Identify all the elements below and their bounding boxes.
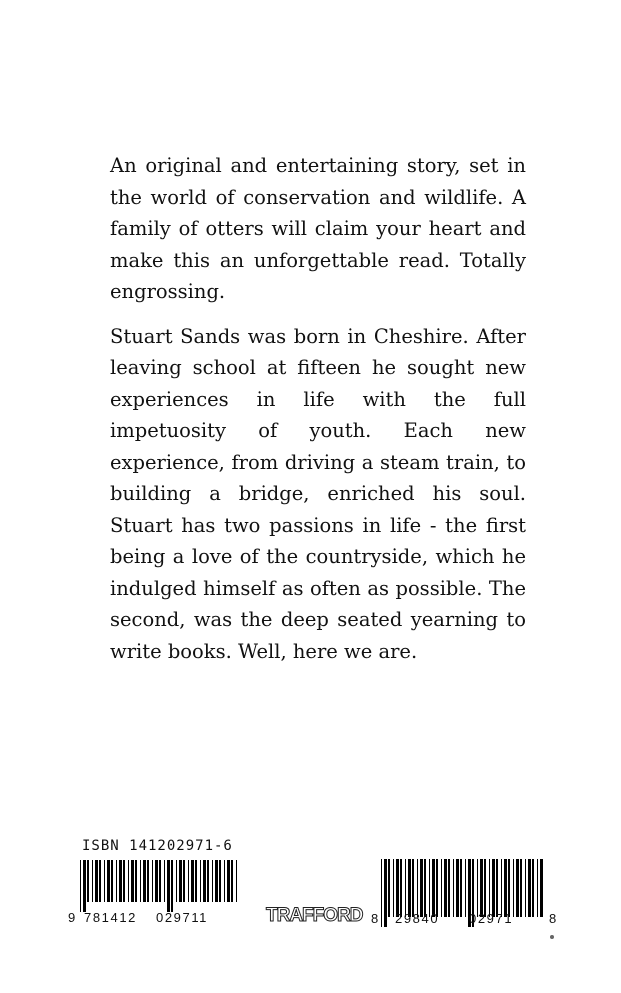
barcode-bar	[400, 859, 402, 917]
barcode-bar	[99, 860, 101, 902]
barcode-bar	[496, 859, 498, 917]
barcode-bar	[123, 860, 125, 902]
barcode-bar	[116, 860, 117, 902]
barcode-bar	[179, 860, 182, 902]
barcode-bar	[537, 859, 538, 917]
barcode-bar	[159, 860, 161, 902]
isbn-right-digits: 029711	[156, 910, 209, 925]
barcode-bar	[195, 860, 197, 902]
barcode-bar	[135, 860, 137, 902]
barcode-bar	[164, 860, 165, 902]
barcode-bar	[489, 859, 490, 917]
barcode-bar	[532, 859, 534, 917]
barcode-bar	[131, 860, 134, 902]
barcode-bar	[215, 860, 218, 902]
barcode-bar	[501, 859, 502, 917]
barcode-bar	[424, 859, 426, 917]
barcode-bar	[520, 859, 522, 917]
barcode-bar	[167, 860, 170, 912]
barcode-bar	[212, 860, 213, 902]
barcode-bar	[140, 860, 141, 902]
barcode-bar	[396, 859, 399, 917]
back-cover-blurb	[110, 150, 526, 680]
barcode-bar	[128, 860, 129, 902]
barcode-bar	[176, 860, 177, 902]
barcode-bar	[119, 860, 122, 902]
barcode-bar	[405, 859, 406, 917]
barcode-bar	[152, 860, 153, 902]
isbn-left-digits: 781412	[84, 910, 137, 925]
barcode-bar	[460, 859, 462, 917]
barcode-bar	[83, 860, 86, 912]
barcode-bar	[429, 859, 430, 917]
barcode-bar	[92, 860, 93, 902]
barcode-bar	[388, 859, 390, 917]
barcode-bar	[504, 859, 507, 917]
price-end-digit: 8	[549, 911, 557, 926]
barcode-bar	[453, 859, 454, 917]
barcode-bar	[432, 859, 435, 917]
barcode-bar	[508, 859, 510, 917]
barcode-bar	[513, 859, 514, 917]
barcode-bar	[408, 859, 411, 917]
barcode-bar	[448, 859, 450, 917]
price-right-digits: 02971	[469, 911, 514, 926]
barcode-bar	[480, 859, 483, 917]
publisher-logo: TRAFFORD	[266, 905, 363, 926]
barcode-bar	[224, 860, 225, 902]
barcode-bar	[188, 860, 189, 902]
isbn-barcode	[80, 860, 240, 912]
barcode-bar	[236, 860, 237, 902]
barcode-bar	[111, 860, 113, 902]
barcode-bar	[104, 860, 105, 902]
isbn-barcode-block	[68, 838, 240, 938]
barcode-bar	[147, 860, 149, 902]
barcode-bar	[540, 859, 543, 917]
barcode-bar	[456, 859, 459, 917]
barcode-bar	[203, 860, 206, 902]
barcode-bar	[484, 859, 486, 917]
barcode-bar	[191, 860, 194, 902]
barcode-bar	[465, 859, 466, 917]
barcode-bar	[516, 859, 519, 917]
barcode-bar	[231, 860, 233, 902]
barcode-bar	[155, 860, 158, 902]
barcode-bar	[381, 859, 382, 927]
barcode-bar	[412, 859, 414, 917]
barcode-bar	[393, 859, 394, 917]
barcode-bar	[200, 860, 201, 902]
barcode-bar	[417, 859, 418, 917]
barcode-bar	[171, 860, 173, 912]
barcode-bar	[441, 859, 442, 917]
barcode-bar	[436, 859, 438, 917]
barcode-bar	[183, 860, 185, 902]
author-bio-paragraph: Stuart Sands was born in Cheshire. After leaving school at fifteen he sought new experiences in life with the full impetuosity of youth. Each new experience, from driving a steam train, to building a bridge, enriched his soul. Stuart has two passions in life - the first being a love of the countryside, which he indulged himself as often as possible. The second, was the deep seated yearning to write books. Well, here we are.	[110, 324, 526, 663]
barcode-bar	[107, 860, 110, 902]
isbn-label: ISBN 141202971-6	[82, 838, 233, 854]
barcode-bar	[420, 859, 423, 917]
review-paragraph: An original and entertaining story, set in the world of conservation and wildlife. A family of otters will claim your heart and make this an unforgettable read. Totally engrossing.	[110, 154, 526, 303]
barcode-bar	[444, 859, 447, 917]
barcode-bar	[143, 860, 146, 902]
barcode-bar	[87, 860, 89, 902]
barcode-bar	[525, 859, 526, 917]
barcode-bar	[219, 860, 221, 902]
barcode-bar	[477, 859, 478, 917]
price-barcode-block	[371, 855, 561, 975]
barcode-bar	[227, 860, 230, 902]
barcode-bar	[384, 859, 387, 927]
barcode-bar	[95, 860, 98, 902]
barcode-bar	[80, 860, 81, 912]
price-lead-digit: 8	[371, 911, 379, 926]
barcode-bar	[528, 859, 531, 917]
price-left-digits: 29840	[395, 911, 440, 926]
barcode-bar	[207, 860, 209, 902]
bullet-dot	[550, 935, 554, 939]
barcode-bar	[492, 859, 495, 917]
isbn-lead-digit: 9	[68, 910, 76, 925]
